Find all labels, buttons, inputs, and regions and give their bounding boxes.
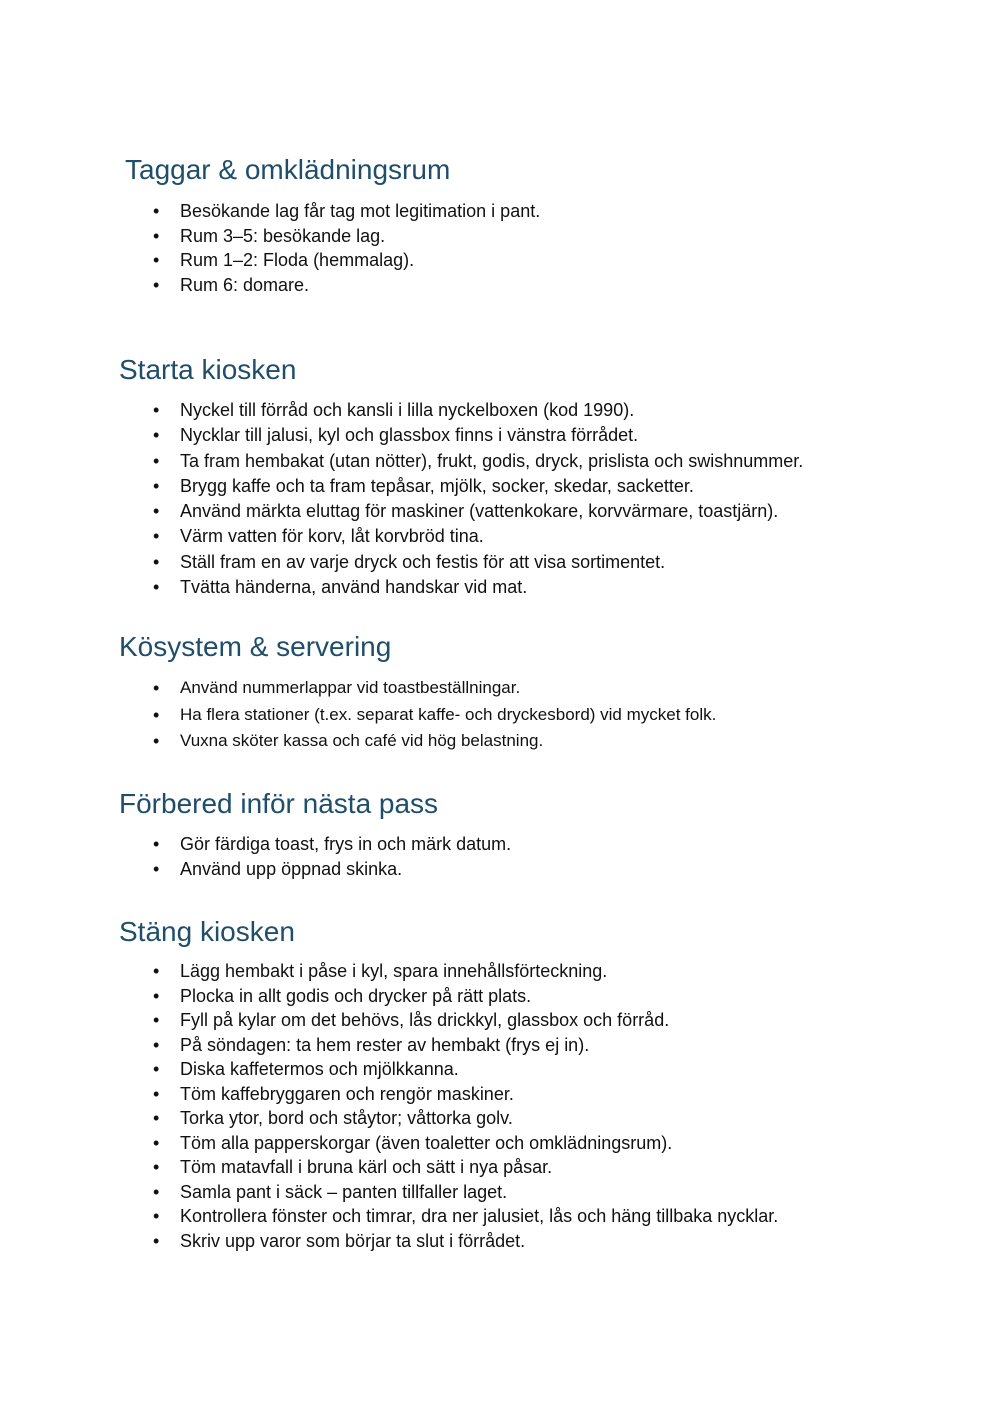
bullet-icon: • (153, 551, 160, 572)
list-item: • Använd märkta eluttag för maskiner (vattenkokare, korvvärmare, toastjärn). (150, 499, 803, 524)
bullet-icon: • (153, 501, 160, 522)
list-item: • Tvätta händerna, använd handskar vid mat. (150, 575, 803, 600)
list-taggar (150, 199, 540, 297)
list-item: • Kontrollera fönster och timrar, dra ner jalusiet, lås och häng tillbaka nycklar. (150, 1204, 778, 1229)
bullet-icon: • (153, 274, 160, 295)
list-item: • Använd upp öppnad skinka. (150, 857, 511, 882)
bullet-icon: • (153, 1010, 160, 1030)
bullet-icon: • (153, 577, 160, 598)
list-item: • Samla pant i säck – panten tillfaller laget. (150, 1180, 778, 1205)
list-item: • Ha flera stationer (t.ex. separat kaffe- och dryckesbord) vid mycket folk. (150, 702, 716, 729)
list-item: • Rum 6: domare. (150, 273, 540, 298)
bullet-icon: • (153, 985, 160, 1006)
section-heading-starta: Starta kiosken (119, 354, 297, 385)
bullet-icon: • (153, 1157, 160, 1177)
list-item: • Skriv upp varor som börjar ta slut i förrådet. (150, 1229, 778, 1254)
bullet-icon: • (153, 961, 160, 981)
list-item: • Lägg hembakt i påse i kyl, spara innehållsförteckning. (150, 959, 778, 984)
list-item: • Nyckel till förråd och kansli i lilla nyckelboxen (kod 1990). (150, 398, 803, 423)
list-item: • Torka ytor, bord och ståytor; våttorka golv. (150, 1106, 778, 1131)
list-item: • Plocka in allt godis och drycker på rätt plats. (150, 984, 778, 1009)
bullet-icon: • (153, 201, 160, 221)
bullet-icon: • (153, 1059, 160, 1079)
bullet-icon: • (153, 834, 160, 854)
list-item: • Gör färdiga toast, frys in och märk datum. (150, 832, 511, 857)
bullet-icon: • (153, 1034, 160, 1055)
list-item: • Rum 1–2: Floda (hemmalag). (150, 248, 540, 273)
bullet-icon: • (153, 225, 160, 246)
section-heading-taggar: Taggar & omklädningsrum (125, 154, 451, 185)
list-item: • Ställ fram en av varje dryck och festis för att visa sortimentet. (150, 550, 803, 575)
list-item: • Diska kaffetermos och mjölkkanna. (150, 1057, 778, 1082)
bullet-icon: • (153, 400, 160, 420)
list-item: • På söndagen: ta hem rester av hembakt (frys ej in). (150, 1033, 778, 1058)
list-item: • Besökande lag får tag mot legitimation i pant. (150, 199, 540, 224)
section-heading-stang: Stäng kiosken (119, 916, 295, 947)
section-heading-kosystem: Kösystem & servering (119, 631, 392, 662)
list-stang (150, 959, 778, 1253)
list-starta (150, 398, 803, 600)
list-item: • Nycklar till jalusi, kyl och glassbox finns i vänstra förrådet. (150, 423, 803, 448)
bullet-icon: • (153, 704, 160, 725)
list-item: • Värm vatten för korv, låt korvbröd tina. (150, 524, 803, 549)
list-item: • Rum 3–5: besökande lag. (150, 224, 540, 249)
bullet-icon: • (153, 678, 160, 698)
list-item: • Töm alla papperskorgar (även toaletter och omklädningsrum). (150, 1131, 778, 1156)
bullet-icon: • (153, 731, 160, 751)
list-item: • Ta fram hembakat (utan nötter), frukt, godis, dryck, prislista och swishnummer. (150, 449, 803, 474)
bullet-icon: • (153, 450, 160, 471)
list-forbered (150, 832, 511, 883)
list-item: • Brygg kaffe och ta fram tepåsar, mjölk, socker, skedar, sacketter. (150, 474, 803, 499)
bullet-icon: • (153, 425, 160, 446)
bullet-icon: • (153, 1083, 160, 1104)
bullet-icon: • (153, 1206, 160, 1226)
list-item: • Vuxna sköter kassa och café vid hög belastning. (150, 728, 716, 755)
list-item: • Töm kaffebryggaren och rengör maskiner. (150, 1082, 778, 1107)
section-heading-forbered: Förbered inför nästa pass (119, 788, 439, 819)
bullet-icon: • (153, 1108, 160, 1128)
bullet-icon: • (153, 859, 160, 880)
bullet-icon: • (153, 1230, 160, 1251)
list-item: • Fyll på kylar om det behövs, lås drickkyl, glassbox och förråd. (150, 1008, 778, 1033)
bullet-icon: • (153, 1132, 160, 1153)
bullet-icon: • (153, 475, 160, 496)
bullet-icon: • (153, 250, 160, 270)
list-item: • Använd nummerlappar vid toastbeställningar. (150, 675, 716, 702)
bullet-icon: • (153, 1181, 160, 1202)
list-kosystem (150, 675, 716, 755)
list-item: • Töm matavfall i bruna kärl och sätt i nya påsar. (150, 1155, 778, 1180)
bullet-icon: • (153, 526, 160, 547)
